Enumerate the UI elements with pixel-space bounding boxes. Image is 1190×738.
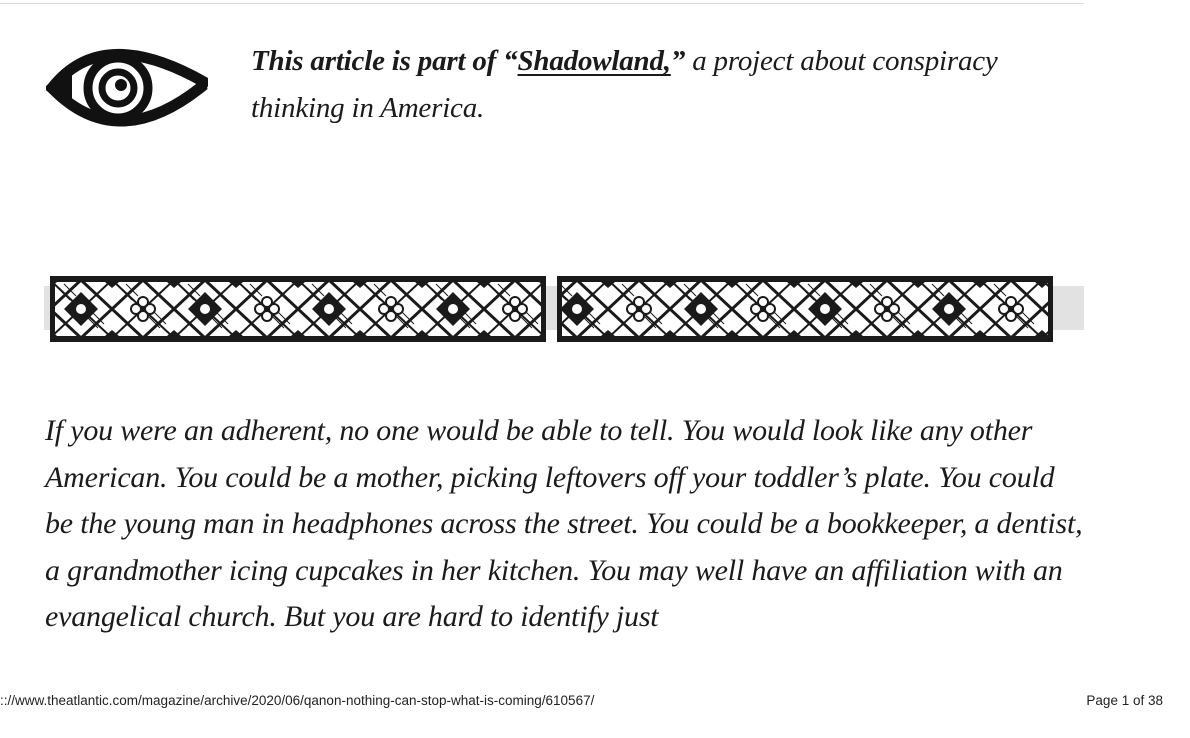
series-note-close-quote: ” [670,45,686,77]
article-body-paragraph: If you were an adherent, no one would be able to tell. You would look like any other American. You could be a mother, picking leftovers off your toddler’s plate. You could be the young man in headphones across the street. You could be a bookkeeper, a dentist, a grandmother icing cupcakes in her kitchen. You may well have an affiliation with an evangelical church. But you are hard to identify just [45,414,1083,633]
ornament-pattern [50,276,1060,342]
eye-icon [46,30,208,142]
shadowland-link[interactable]: Shadowland, [517,45,671,77]
top-divider [0,3,1084,4]
series-note [251,38,1081,132]
series-note-lead: This article is part of “ [251,45,518,77]
decorative-border-ornament [44,276,1084,342]
page-number: Page 1 of 38 [1086,693,1163,708]
footer-url: :://www.theatlantic.com/magazine/archive/2020/06/qanon-nothing-can-stop-what-is-coming/610567/ [0,693,595,708]
series-note-description: a project about conspiracy thinking in America. [251,45,998,124]
